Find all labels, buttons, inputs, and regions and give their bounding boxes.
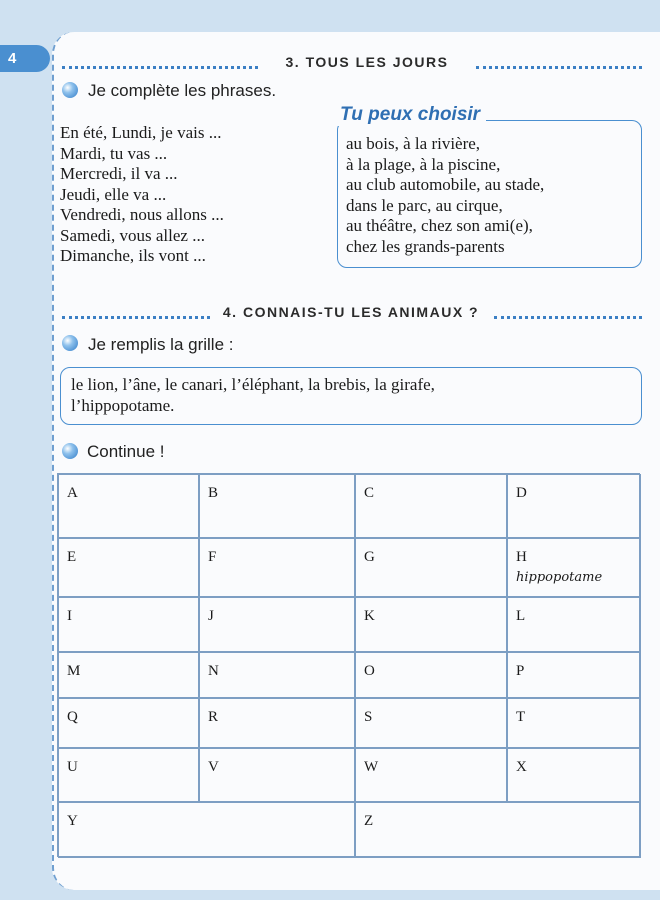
grid-cell-q[interactable] [58,698,199,748]
dotted-rule [494,316,642,319]
grid-cell-l[interactable] [507,597,641,652]
grid-cell-i[interactable] [58,597,199,652]
choice-item: au bois, à la rivière, [346,134,481,153]
bullet-icon [62,335,78,351]
animals-line: l’hippopotame. [71,396,175,415]
grid-letter: X [516,759,527,775]
grid-cell-z[interactable] [355,802,641,858]
grid-letter: E [67,549,77,565]
grid-letter: P [516,663,525,679]
grid-letter: M [67,663,81,679]
sentence: En été, Lundi, je vais ... [60,123,222,142]
instruction-grid: Je remplis la grille : [88,335,234,354]
grid-letter: H [516,549,527,565]
grid-cell-c[interactable] [355,474,507,538]
grid-letter: W [364,759,379,775]
grid-letter: N [208,663,219,679]
choice-item: dans le parc, au cirque, [346,195,503,215]
sentence: Samedi, vous allez ... [60,225,205,245]
grid-cell-d[interactable] [507,474,641,538]
grid-letter: R [208,709,219,725]
dotted-rule [62,316,210,319]
grid-cell-a[interactable] [58,474,199,538]
section-3-title: 3. TOUS LES JOURS [285,54,449,70]
grid-cell-n[interactable] [199,652,355,698]
grid-cell-o[interactable] [355,652,507,698]
grid-cell-s[interactable] [355,698,507,748]
sentence: Vendredi, nous allons ... [60,205,224,224]
grid-word: hippopotame [516,570,603,585]
choice-item: à la plage, à la piscine, [346,154,501,174]
grid-letter: B [208,485,219,501]
choice-item: au club automobile, au stade, [346,175,545,194]
grid-letter: Q [67,709,78,725]
choices-list [346,134,544,257]
grid-letter: S [364,709,373,725]
page-number-tab: 4 [0,45,50,72]
grid-cell-w[interactable] [355,748,507,802]
sentence: Dimanche, ils vont ... [60,246,206,265]
grid-cell-p[interactable] [507,652,641,698]
choice-item: au théâtre, chez son ami(e), [346,216,533,235]
choice-item: chez les grands-parents [346,236,505,256]
section-4-title: 4. CONNAIS-TU LES ANIMAUX ? [222,304,480,320]
grid-letter: A [67,485,78,501]
animals-box [60,367,642,425]
sentence: Mercredi, il va ... [60,164,178,183]
sentence: Mardi, tu vas ... [60,143,168,163]
grid-letter: Y [67,813,78,829]
sentence-list [60,123,224,267]
grid-letter: G [364,549,375,565]
grid-cell-u[interactable] [58,748,199,802]
grid-letter: O [364,663,375,679]
grid-cell-g[interactable] [355,538,507,597]
grid-letter: Z [364,813,374,829]
grid-letter: J [208,608,214,624]
grid-letter: C [364,485,375,501]
dotted-rule [476,66,642,69]
choices-label: Tu peux choisir [334,104,486,126]
dotted-rule [62,66,258,69]
grid-letter: I [67,608,72,624]
grid-letter: F [208,549,217,565]
grid-letter: T [516,709,526,725]
grid-cell-k[interactable] [355,597,507,652]
instruction-complete: Je complète les phrases. [88,81,277,100]
grid-cell-y[interactable] [58,802,355,858]
grid-letter: K [364,608,375,624]
grid-cell-h[interactable] [507,538,641,597]
bullet-icon [62,82,78,98]
letter-grid [57,473,640,857]
animals-line: le lion, l’âne, le canari, l’éléphant, la brebis, la girafe, [71,375,435,394]
grid-letter: U [67,759,78,775]
grid-letter: V [208,759,219,775]
grid-cell-b[interactable] [199,474,355,538]
grid-cell-f[interactable] [199,538,355,597]
grid-cell-e[interactable] [58,538,199,597]
grid-cell-j[interactable] [199,597,355,652]
grid-letter: D [516,485,527,501]
grid-cell-v[interactable] [199,748,355,802]
grid-cell-x[interactable] [507,748,641,802]
bullet-icon [62,443,78,459]
continue-label: Continue ! [87,442,165,461]
grid-cell-r[interactable] [199,698,355,748]
grid-cell-t[interactable] [507,698,641,748]
grid-letter: L [516,608,526,624]
sentence: Jeudi, elle va ... [60,184,167,204]
grid-cell-m[interactable] [58,652,199,698]
